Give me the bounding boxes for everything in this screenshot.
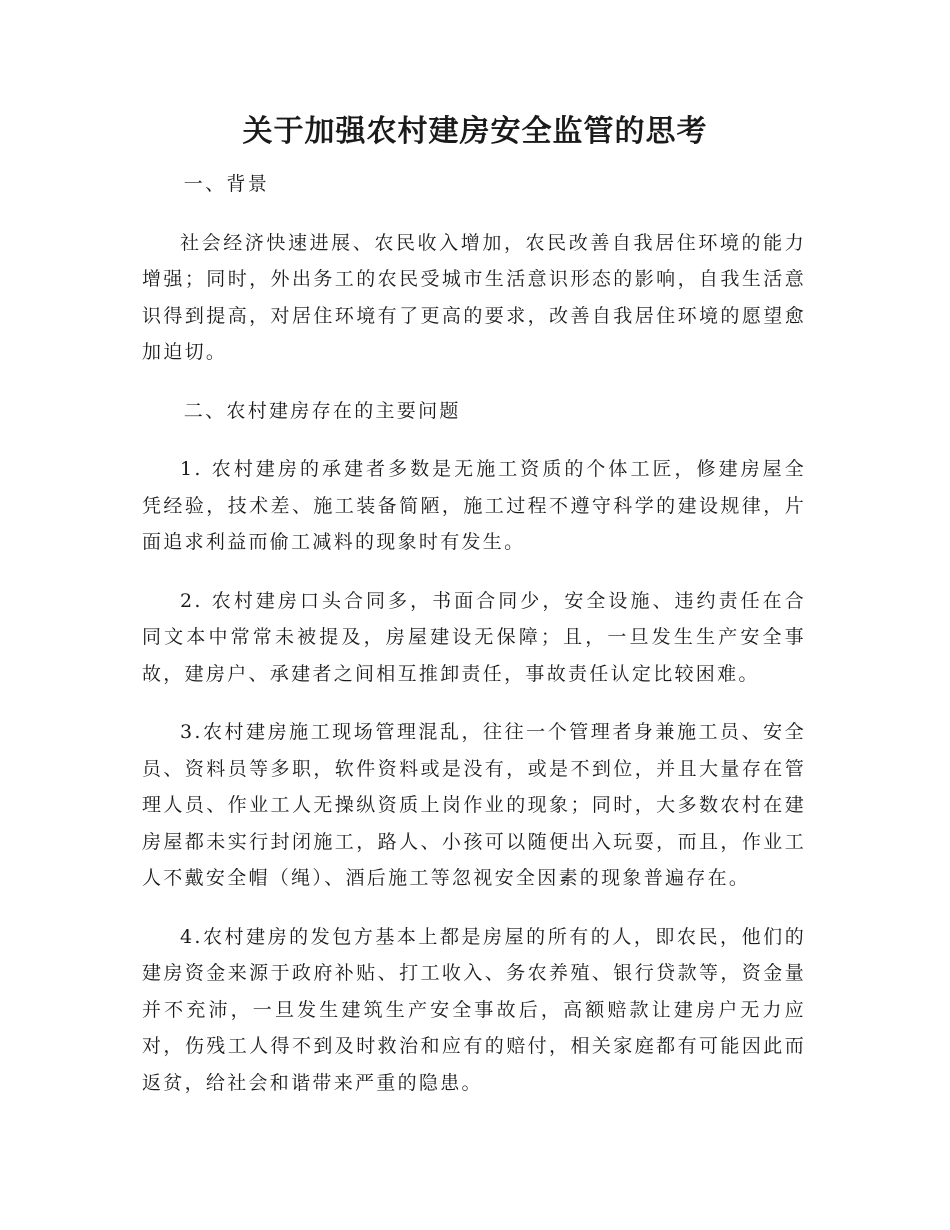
- section-heading-problems: 二、农村建房存在的主要问题: [183, 399, 461, 422]
- problem-item-4: 4.农村建房的发包方基本上都是房屋的所有的人，即农民，他们的建房资金来源于政府补贴、打工收入、务农养殖、银行贷款等，资金量并不充沛，一旦发生建筑生产安全事故后，高额赔款让建房户无力应对，伤残工人得不到及时救治和应有的赔付，相关家庭都有可能因此而返贫，给社会和谐带来严重的隐患。: [142, 925, 806, 1094]
- background-paragraph: 社会经济快速进展、农民收入增加，农民改善自我居住环境的能力增强；同时，外出务工的农民受城市生活意识形态的影响，自我生活意识得到提高，对居住环境有了更高的要求，改善自我居住环境的愿望愈加迫切。: [142, 231, 806, 363]
- section-heading-background: 一、背景: [183, 173, 269, 195]
- document-title: 关于加强农村建房安全监管的思考: [242, 114, 708, 149]
- document-body: [142, 166, 806, 1123]
- problem-item-1: 1. 农村建房的承建者多数是无施工资质的个体工匠，修建房屋全凭经验，技术差、施工装备简陋，施工过程不遵守科学的建设规律，片面追求利益而偷工减料的现象时有发生。: [142, 458, 806, 553]
- problem-item-3: 3.农村建房施工现场管理混乱，往往一个管理者身兼施工员、安全员、资料员等多职，软件资料或是没有，或是不到位，并且大量存在管理人员、作业工人无操纵资质上岗作业的现象；同时，大多数农村在建房屋都未实行封闭施工，路人、小孩可以随便出入玩耍，而且，作业工人不戴安全帽（绳）、酒后施工等忽视安全因素的现象普遍存在。: [142, 721, 806, 889]
- problem-item-2: 2. 农村建房口头合同多，书面合同少，安全设施、违约责任在合同文本中常常未被提及，房屋建设无保障；且，一旦发生生产安全事故，建房户、承建者之间相互推卸责任，事故责任认定比较困难。: [142, 589, 806, 685]
